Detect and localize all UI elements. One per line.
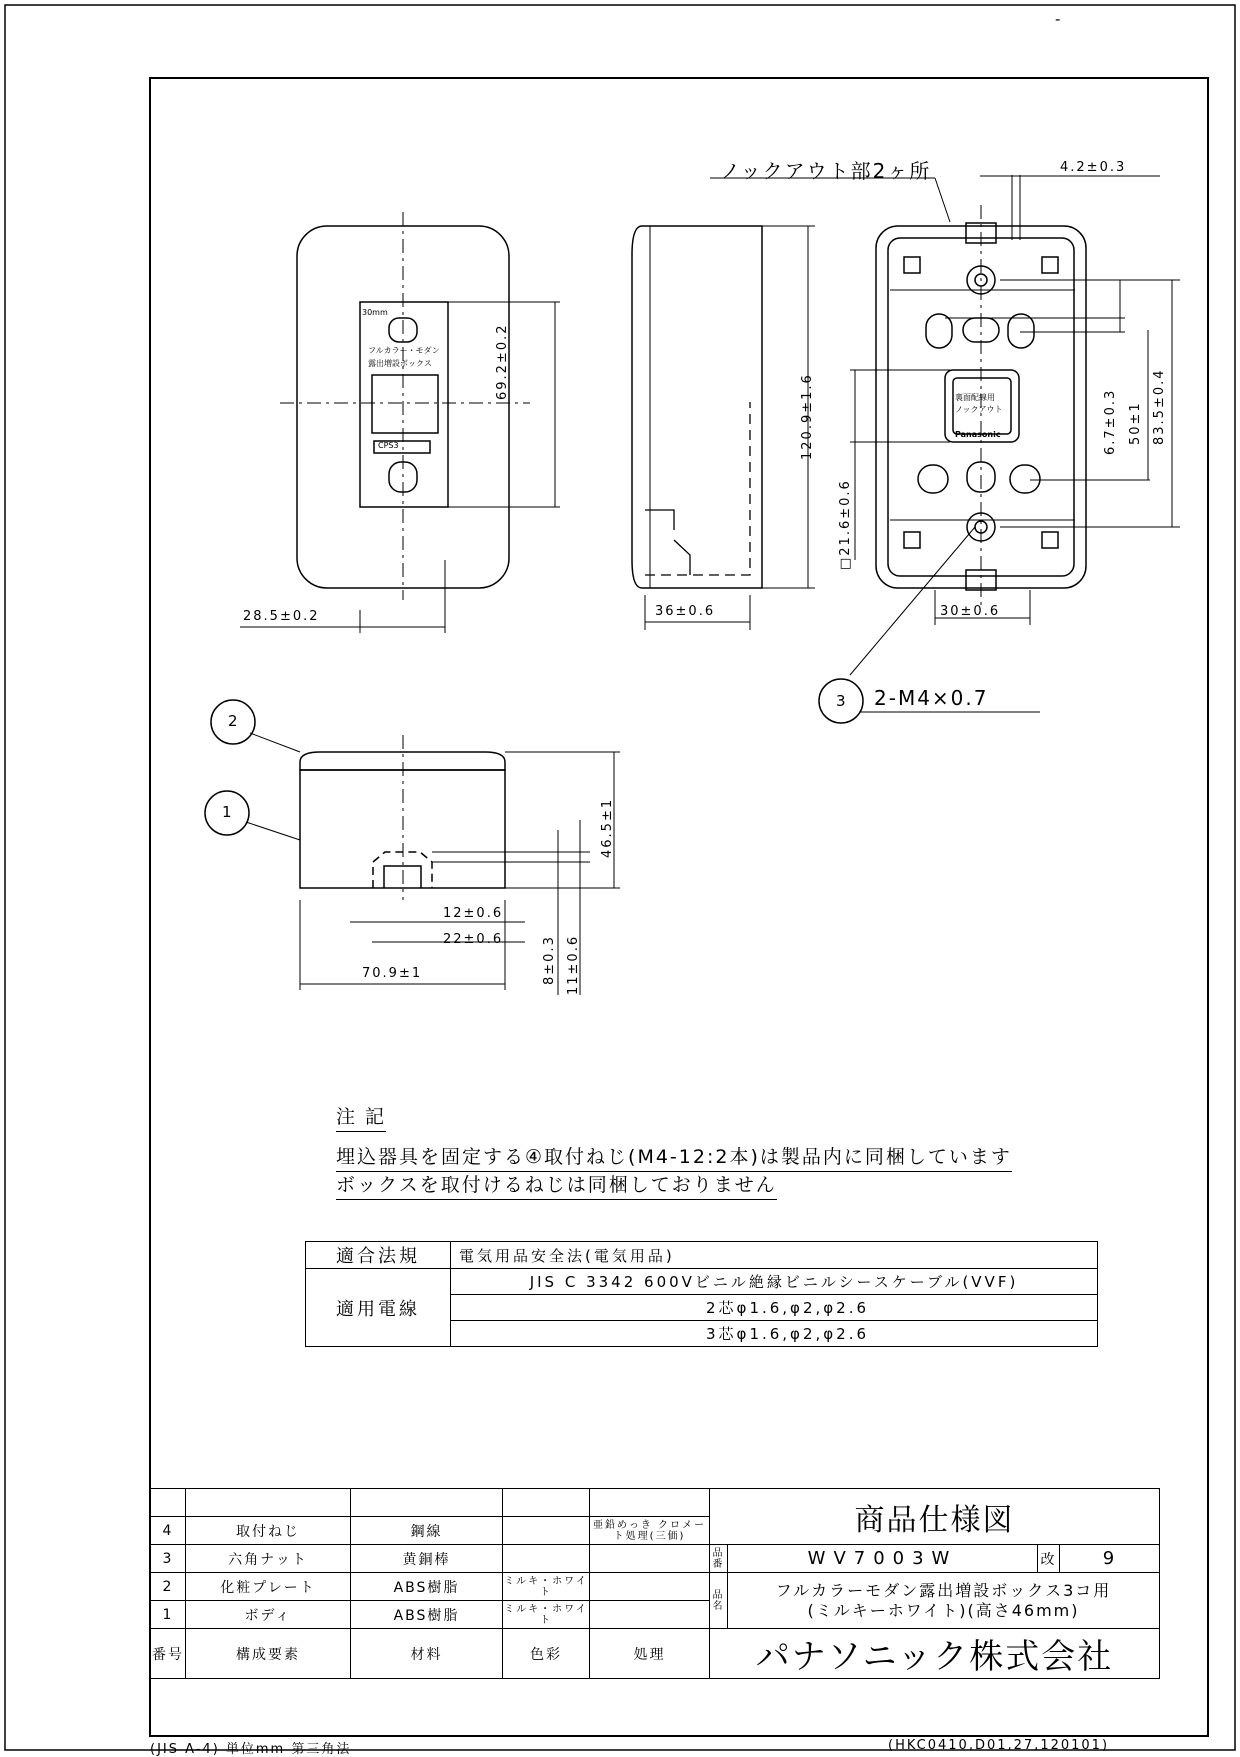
notes-line-1: 埋込器具を固定する④取付ねじ(M4-12:2本)は製品内に同梱しています	[336, 1142, 1012, 1172]
dim-69-2: 69.2±0.2	[495, 323, 510, 400]
label-box: 露出増設ボックス	[368, 359, 432, 368]
dim-21-6: □21.6±0.6	[838, 479, 853, 570]
part-material: ABS樹脂	[351, 1573, 503, 1601]
dim-70-9: 70.9±1	[362, 966, 423, 981]
law-label: 適合法規	[306, 1242, 451, 1269]
dim-4-2: 4.2±0.3	[1060, 160, 1127, 175]
part-no: 4	[151, 1517, 186, 1545]
corner-mark: -	[1055, 10, 1063, 28]
assembly-view	[205, 700, 620, 995]
header-material: 材料	[351, 1629, 503, 1679]
hinmei-line-1: フルカラーモダン露出増設ボックス3コ用	[775, 1580, 1112, 1600]
wire-value-2: 2芯φ1.6,φ2,φ2.6	[451, 1295, 1098, 1321]
part-name: ボディ	[186, 1601, 351, 1629]
footer-right: (HKC0410,D01,27,120101)	[888, 1738, 1110, 1753]
hinmei	[728, 1573, 1160, 1629]
part-process	[590, 1545, 710, 1573]
dim-83-5: 83.5±0.4	[1152, 368, 1167, 445]
dim-50: 50±1	[1128, 401, 1143, 445]
part-material: ABS樹脂	[351, 1601, 503, 1629]
callout-3: 3	[836, 692, 846, 710]
part-no: 2	[151, 1573, 186, 1601]
label-30mm: 30mm	[362, 308, 388, 317]
dim-6-7: 6.7±0.3	[1103, 388, 1118, 455]
side-view	[632, 226, 815, 630]
dim-28-5: 28.5±0.2	[243, 609, 320, 624]
part-name: 六角ナット	[186, 1545, 351, 1573]
notes-line-2: ボックスを取付けるねじは同梱しておりません	[336, 1170, 777, 1200]
wire-value-1: JIS C 3342 600Vビニル絶縁ビニルシースケーブル(VVF)	[451, 1269, 1098, 1295]
callout-1: 1	[222, 803, 232, 821]
dim-11: 11±0.6	[566, 934, 581, 995]
part-no: 3	[151, 1545, 186, 1573]
spec-table	[305, 1241, 1098, 1347]
hinban-label: 品番	[710, 1545, 728, 1573]
front-view	[240, 212, 560, 633]
header-color: 色彩	[503, 1629, 590, 1679]
part-process	[590, 1573, 710, 1601]
notes-title: 注 記	[336, 1102, 386, 1132]
part-process	[590, 1601, 710, 1629]
callout-2: 2	[228, 712, 238, 730]
dim-120-9: 120.9±1.6	[800, 373, 815, 460]
rev-label: 改	[1038, 1545, 1060, 1573]
label-code: CPS3	[378, 441, 399, 450]
dim-30: 30±0.6	[940, 604, 1001, 619]
wire-label: 適用電線	[306, 1269, 451, 1347]
part-material: 鋼線	[351, 1517, 503, 1545]
rev: 9	[1060, 1545, 1160, 1573]
part-color: ミルキ・ホワイト	[503, 1573, 590, 1601]
hinmei-line-2: (ミルキーホワイト)(高さ46mm)	[807, 1600, 1080, 1620]
label-brand: フルカラー・モダン	[368, 346, 440, 355]
part-no: 1	[151, 1601, 186, 1629]
header-no: 番号	[151, 1629, 186, 1679]
dim-22: 22±0.6	[443, 932, 504, 947]
part-name: 化粧プレート	[186, 1573, 351, 1601]
part-color: ミルキ・ホワイト	[503, 1601, 590, 1629]
dim-12: 12±0.6	[443, 906, 504, 921]
hinmei-label: 品名	[710, 1573, 728, 1629]
dim-8: 8±0.3	[542, 935, 557, 985]
wire-value-3: 3芯φ1.6,φ2,φ2.6	[451, 1321, 1098, 1347]
screw-spec: 2-M4×0.7	[874, 686, 989, 710]
title-block	[150, 1488, 1160, 1679]
header-process: 処理	[590, 1629, 710, 1679]
law-value: 電気用品安全法(電気用品)	[451, 1242, 1098, 1269]
part-process: 亜鉛めっき クロメート処理(三価)	[590, 1517, 710, 1545]
dim-46-5: 46.5±1	[600, 797, 615, 858]
header-part: 構成要素	[186, 1629, 351, 1679]
part-color	[503, 1545, 590, 1573]
part-material: 黄銅棒	[351, 1545, 503, 1573]
part-color	[503, 1517, 590, 1545]
footer-left: (JIS A-4) 単位mm 第三角法	[150, 1742, 352, 1757]
knockout-label: ノックアウト部2ヶ所	[720, 159, 932, 183]
label-panasonic: Panasonic	[955, 430, 1001, 439]
label-knock: ノックアウト	[955, 405, 1003, 414]
part-name: 取付ねじ	[186, 1517, 351, 1545]
doc-title: 商品仕様図	[710, 1489, 1160, 1545]
dim-36: 36±0.6	[655, 604, 716, 619]
hinban: WV7003W	[728, 1545, 1038, 1573]
label-rear: 裏面配線用	[955, 393, 995, 402]
company-name: パナソニック株式会社	[710, 1629, 1160, 1679]
